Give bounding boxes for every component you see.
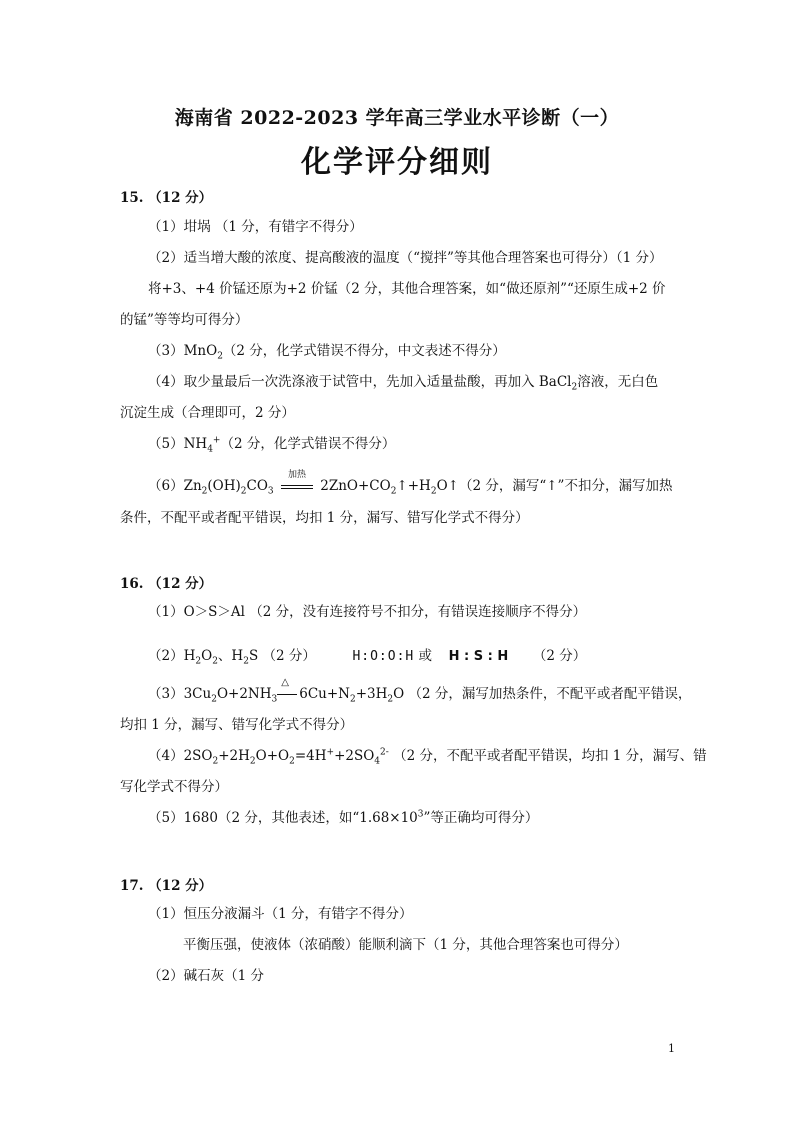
- q17-line-3: （2）碱石灰（1 分: [148, 968, 264, 984]
- q15-line-5-pre: （3）MnO: [148, 343, 218, 359]
- reaction-arrow: [277, 677, 299, 703]
- subscript: 2: [240, 486, 247, 497]
- q15-line-1: （1）坩埚 （1 分，有错字不得分）: [148, 219, 363, 235]
- subscript: 3: [267, 486, 274, 497]
- subscript: 2: [249, 756, 256, 767]
- q16-line-2-score: （2 分）: [532, 648, 587, 664]
- q15-header: 15. （12 分）: [120, 190, 213, 206]
- h2s-lewis-structure: H : S : H: [448, 648, 509, 664]
- eq-part: +3H: [355, 686, 388, 702]
- eq-part: （4）2SO: [148, 748, 213, 764]
- q16-line-5: [148, 747, 707, 765]
- q16-line-7: [148, 809, 538, 827]
- superscript: 3: [417, 809, 424, 820]
- reaction-arrow: [280, 470, 314, 495]
- eq-part: O+O: [255, 748, 290, 764]
- subscript: 2: [212, 756, 219, 767]
- superscript: +: [326, 747, 335, 758]
- eq-part: O+2NH: [216, 686, 272, 702]
- q15-line-6-pre: （4）取少量最后一次洗涤液于试管中，先加入适量盐酸，再加入 BaCl: [148, 374, 572, 390]
- q15-line-6-post: 溶液，无白色: [577, 374, 659, 390]
- q16-line-4: 均扣 1 分，漏写、错写化学式不得分）: [120, 717, 354, 733]
- bar: [277, 694, 297, 695]
- eq-part: 6Cu+N: [299, 686, 350, 702]
- double-bar: [281, 485, 313, 489]
- or-word: 或: [418, 648, 433, 664]
- eq-part: （6）Zn: [148, 478, 202, 494]
- q16-line-6: 写化学式不得分）: [120, 779, 228, 795]
- eq-part: （2）H: [148, 648, 196, 664]
- subscript: 2: [390, 486, 397, 497]
- eq-part: O↑（2 分，漏写“↑”不扣分，漏写加热: [436, 478, 673, 494]
- eq-part: CO: [246, 478, 268, 494]
- q16-header: 16. （12 分）: [120, 576, 213, 592]
- q15-line-9: [148, 470, 673, 497]
- q15-line-10: 条件，不配平或者配平错误，均扣 1 分，漏写、错写化学式不得分）: [120, 510, 529, 526]
- subscript: 2: [217, 351, 223, 362]
- eq-part: S （2 分）: [248, 648, 316, 664]
- q15-line-8-pre: （5）NH: [148, 436, 208, 452]
- q15-line-5: [148, 342, 506, 360]
- subscript: 2: [212, 656, 218, 667]
- eq-part: 、H: [217, 648, 244, 664]
- q15-line-8: [148, 435, 395, 453]
- q15-line-5-post: （2 分，化学式错误不得分，中文表述不得分）: [222, 343, 506, 359]
- eq-part: （3）3Cu: [148, 686, 212, 702]
- subscript: 2: [243, 656, 249, 667]
- subscript: 2: [195, 656, 202, 667]
- q17-line-2: 平衡压强，使液体（浓硝酸）能顺利滴下（1 分，其他合理答案也可得分）: [183, 937, 628, 953]
- eq-part: +2H: [218, 748, 250, 764]
- q15-line-3: 将+3、+4 价锰还原为+2 价锰（2 分，其他合理答案，如“做还原剂”“还原生成+2 价: [148, 281, 666, 297]
- eq-part: O: [201, 648, 213, 664]
- subscript: 4: [374, 756, 381, 767]
- q16-line-3: [148, 677, 692, 705]
- eq-part: O （2 分，漏写加热条件，不配平或者配平错误，: [393, 686, 692, 702]
- q16-line-2: [148, 647, 586, 666]
- eq-part: ”等正确均可得分）: [423, 810, 539, 826]
- subscript: 2: [571, 382, 578, 393]
- q15-line-8-post: （2 分，化学式错误不得分）: [220, 436, 396, 452]
- eq-part: （2 分，不配平或者配平错误，均扣 1 分，漏写、错: [393, 748, 707, 764]
- page-number: 1: [668, 1042, 675, 1055]
- subscript: 2: [289, 756, 295, 767]
- q15-line-6: [148, 373, 658, 391]
- q17-header: 17. （12 分）: [120, 878, 213, 894]
- subscript: 2: [349, 694, 356, 705]
- heat-condition: △: [281, 677, 289, 688]
- superscript: +: [212, 435, 221, 446]
- subscript: 2: [387, 694, 394, 705]
- reaction-condition: 加热: [287, 470, 306, 480]
- subscript: 2: [201, 486, 208, 497]
- q15-line-2: （2）适当增大酸的浓度、提高酸液的温度（“搅拌”等其他合理答案也可得分）（1 分）: [148, 250, 663, 266]
- document-title: 海南省 2022-2023 学年高三学业水平诊断（一）: [174, 107, 620, 129]
- h2o2-lewis-structure: H:O:O:H: [352, 648, 415, 664]
- q17-line-1: （1）恒压分液漏斗（1 分，有错字不得分）: [148, 906, 413, 922]
- subscript: 4: [207, 444, 213, 455]
- eq-part: 2ZnO+CO: [320, 478, 391, 494]
- q16-line-1: （1）O＞S＞Al （2 分，没有连接符号不扣分，有错误连接顺序不得分）: [148, 604, 587, 620]
- eq-part: （5）1680（2 分，其他表述，如“1.68×10: [148, 810, 418, 826]
- q15-line-4: 的锰”等等均可得分）: [120, 312, 249, 328]
- subscript: 2: [430, 486, 437, 497]
- subscript: 2: [211, 694, 217, 705]
- eq-part: +2SO: [334, 748, 375, 764]
- eq-part: ↑+H: [396, 478, 431, 494]
- subscript: 3: [271, 694, 278, 705]
- q15-line-7: 沉淀生成（合理即可，2 分）: [120, 405, 295, 421]
- eq-part: =4H: [294, 748, 327, 764]
- superscript: 2-: [380, 747, 389, 758]
- eq-part: (OH): [207, 478, 241, 494]
- document-subtitle: 化学评分细则: [301, 145, 493, 180]
